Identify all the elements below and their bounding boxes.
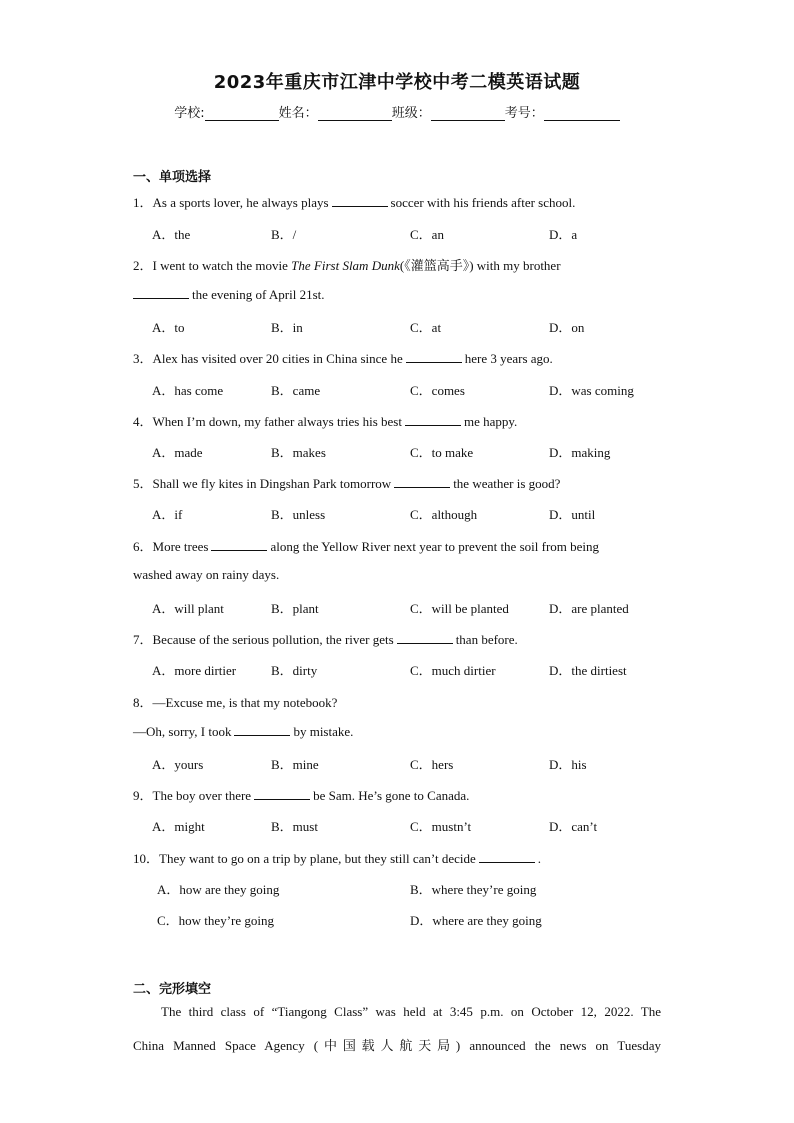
question-text: soccer with his friends after school. <box>390 195 576 210</box>
option-b[interactable]: B．/ <box>271 227 297 242</box>
question-text: More trees <box>152 539 209 554</box>
option-c[interactable]: C．although <box>410 507 478 522</box>
option-a[interactable]: A．might <box>152 819 205 834</box>
question-number: 3． <box>133 351 153 366</box>
question-number: 9． <box>133 788 153 803</box>
option-b[interactable]: B．dirty <box>271 663 318 678</box>
answer-blank <box>211 538 267 551</box>
question-text: They want to go on a trip by plane, but they still can’t decide <box>159 851 476 866</box>
question-text: be Sam. He’s gone to Canada. <box>313 788 470 803</box>
question-number: 10． <box>133 851 160 866</box>
section-heading-single-choice: 一、单项选择 <box>133 170 212 185</box>
answer-blank <box>397 631 453 644</box>
option-a[interactable]: A．will plant <box>152 601 224 616</box>
exam-no-label: 考号： <box>504 106 544 121</box>
question-1 <box>133 192 575 211</box>
option-d[interactable]: D．his <box>549 757 587 772</box>
option-a[interactable]: A．yours <box>152 757 204 772</box>
question-10 <box>133 848 541 867</box>
question-6 <box>133 536 599 555</box>
question-number: 5． <box>133 476 153 491</box>
option-a[interactable]: A．more dirtier <box>152 663 237 678</box>
question-number: 2． <box>133 258 153 273</box>
option-c[interactable]: C．mustn’t <box>410 819 472 834</box>
option-b[interactable]: B．unless <box>271 507 326 522</box>
option-b[interactable]: B．must <box>271 819 318 834</box>
option-b[interactable]: B．where they’re going <box>410 882 537 897</box>
option-d[interactable]: D．where are they going <box>410 913 542 928</box>
question-9 <box>133 785 469 804</box>
answer-blank <box>394 475 450 488</box>
option-a[interactable]: A．how are they going <box>157 882 280 897</box>
student-info-row <box>0 102 794 121</box>
option-d[interactable]: D．until <box>549 507 596 522</box>
question-text: Because of the serious pollution, the river gets <box>152 632 394 647</box>
option-c[interactable]: C．to make <box>410 445 474 460</box>
option-d[interactable]: D．making <box>549 445 611 460</box>
question-text: . <box>537 851 542 866</box>
question-6-continued: washed away on rainy days. <box>133 567 280 582</box>
option-a[interactable]: A．to <box>152 320 185 335</box>
answer-blank <box>234 723 290 736</box>
option-d[interactable]: D．are planted <box>549 601 629 616</box>
question-4 <box>133 411 517 430</box>
question-text: the evening of April 21st. <box>192 287 325 302</box>
section-heading-cloze: 二、完形填空 <box>133 982 212 997</box>
option-c[interactable]: C．an <box>410 227 444 242</box>
option-d[interactable]: D．was coming <box>549 383 634 398</box>
question-text: the weather is good? <box>453 476 561 491</box>
option-b[interactable]: B．mine <box>271 757 319 772</box>
class-label: 班级： <box>391 106 431 121</box>
answer-blank <box>332 194 388 207</box>
option-c[interactable]: C．at <box>410 320 442 335</box>
option-b[interactable]: B．came <box>271 383 321 398</box>
question-text: here 3 years ago. <box>464 351 553 366</box>
option-c[interactable]: C．will be planted <box>410 601 509 616</box>
question-text: As a sports lover, he always plays <box>152 195 329 210</box>
answer-blank <box>405 413 461 426</box>
question-2-continued <box>133 286 325 303</box>
option-c[interactable]: C．much dirtier <box>410 663 496 678</box>
question-text: Shall we fly kites in Dingshan Park tomorrow <box>152 476 392 491</box>
option-c[interactable]: C．hers <box>410 757 454 772</box>
question-5 <box>133 473 560 492</box>
option-a[interactable]: A．if <box>152 507 183 522</box>
option-b[interactable]: B．in <box>271 320 303 335</box>
school-field[interactable] <box>205 106 279 121</box>
option-a[interactable]: A．the <box>152 227 191 242</box>
option-d[interactable]: D．a <box>549 227 578 242</box>
option-b[interactable]: B．plant <box>271 601 319 616</box>
question-text: along the Yellow River next year to prevent the soil from being <box>270 539 600 554</box>
question-text: (《灌篮高手》) with my brother <box>399 258 561 273</box>
movie-title: The First Slam Dunk <box>291 258 400 273</box>
question-text: I went to watch the movie <box>152 258 288 273</box>
question-text: by mistake. <box>293 724 354 739</box>
question-text: me happy. <box>463 414 518 429</box>
question-text: When I’m down, my father always tries his best <box>152 414 402 429</box>
answer-blank <box>406 350 462 363</box>
option-c[interactable]: C．how they’re going <box>157 913 274 928</box>
question-text: —Oh, sorry, I took <box>133 724 232 739</box>
name-field[interactable] <box>318 106 392 121</box>
option-a[interactable]: A．made <box>152 445 203 460</box>
school-label: 学校: <box>174 106 205 121</box>
answer-blank <box>254 787 310 800</box>
option-a[interactable]: A．has come <box>152 383 224 398</box>
question-number: 6． <box>133 539 153 554</box>
question-text: The boy over there <box>152 788 252 803</box>
question-7 <box>133 629 518 648</box>
option-d[interactable]: D．can’t <box>549 819 598 834</box>
question-number: 8． <box>133 695 153 710</box>
question-number: 4． <box>133 414 153 429</box>
question-2 <box>133 255 561 274</box>
question-number: 7． <box>133 632 153 647</box>
cloze-paragraph-line-2: China Manned Space Agency (中国载人航天局) announced the news on Tuesday <box>133 1038 661 1053</box>
option-c[interactable]: C．comes <box>410 383 465 398</box>
option-d[interactable]: D．on <box>549 320 585 335</box>
question-3 <box>133 348 553 367</box>
question-text: —Excuse me, is that my notebook? <box>152 695 338 710</box>
class-field[interactable] <box>431 106 505 121</box>
question-8 <box>133 692 337 711</box>
question-8-continued <box>133 723 353 740</box>
question-text: Alex has visited over 20 cities in China since he <box>152 351 403 366</box>
answer-blank <box>133 286 189 299</box>
exam-no-field[interactable] <box>544 106 620 121</box>
question-number: 1． <box>133 195 153 210</box>
page-title: 2023年重庆市江津中学校中考二模英语试题 <box>213 72 581 93</box>
name-label: 姓名： <box>278 106 318 121</box>
option-b[interactable]: B．makes <box>271 445 326 460</box>
question-text: than before. <box>455 632 518 647</box>
option-d[interactable]: D．the dirtiest <box>549 663 627 678</box>
cloze-paragraph-line-1: The third class of “Tiangong Class” was held at 3:45 p.m. on October 12, 2022. The <box>161 1004 661 1019</box>
answer-blank <box>479 850 535 863</box>
